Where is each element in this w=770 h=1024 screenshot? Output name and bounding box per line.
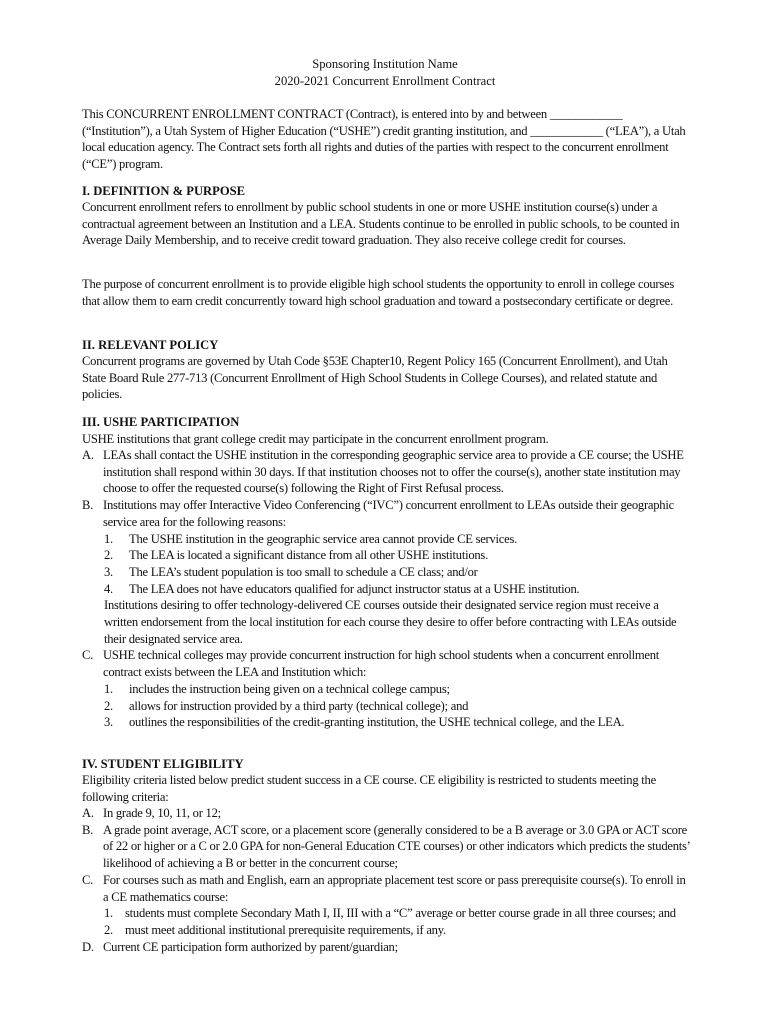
item-text: A grade point average, ACT score, or a placement score (generally considered to be a B average or 3.0 GPA or ACT score of 22 or higher or a C or 2.0 GPA for non-General Education CTE courses) or other indicators which predicts the students’ likelihood of achieving a B or better in the concurrent course; [103, 822, 690, 871]
item-label: 1. [104, 681, 113, 696]
list-item [104, 564, 692, 581]
item-label: A. [82, 806, 94, 820]
list-item [104, 581, 692, 598]
item-label: B. [82, 822, 94, 837]
section-1-paragraph-1: Concurrent enrollment refers to enrollment by public school students in one or more USHE institution course(s) under a contractual agreement between an Institution and a LEA. Students continue to be enrolled in public schools, to be counted in Average Daily Membership, and to receive credit toward graduation. They also receive college credit for courses. [82, 200, 680, 248]
list-item [104, 531, 692, 548]
item-text: must meet additional institutional prerequisite requirements, if any. [125, 922, 446, 937]
item-label: 2. [104, 922, 113, 937]
section-3-list [82, 447, 692, 731]
contract-title: 2020-2021 Concurrent Enrollment Contract [274, 73, 496, 88]
list-item-3a [82, 447, 692, 497]
item-text: The LEA’s student population is too small to schedule a CE class; and/or [129, 564, 478, 579]
item-text: students must complete Secondary Math I, II, III with a “C” average or better course grade in all three courses; and [125, 906, 676, 921]
sublist-4c [104, 905, 692, 938]
section-3-intro: USHE institutions that grant college credit may participate in the concurrent enrollment program. [82, 432, 549, 446]
intro-paragraph: This CONCURRENT ENROLLMENT CONTRACT (Contract), is entered into by and between ____________ (“Institution”), a Utah System of Higher Education (“USHE”) credit granting institution, and ____________ (“LEA”), a Utah local education agency. The Contract sets forth all rights and duties of the parties with respect to the concurrent enrollment (“CE”) program. [82, 107, 686, 172]
item-label: C. [82, 648, 94, 663]
list-item-4c [82, 872, 692, 905]
item-label: 4. [104, 581, 113, 596]
sublist-3c [104, 681, 692, 731]
item-text: Institutions may offer Interactive Video Conferencing (“IVC”) concurrent enrollment to LEAs outside their geographic service area for the following reasons: [103, 498, 674, 529]
item-label: D. [82, 939, 94, 954]
document-header [82, 56, 688, 89]
section-1-heading: I. DEFINITION & PURPOSE [82, 184, 246, 198]
item-label: B. [82, 498, 94, 513]
section-2-paragraph: Concurrent programs are governed by Utah Code §53E Chapter10, Regent Policy 165 (Concurrent Enrollment), and Utah State Board Rule 277-713 (Concurrent Enrollment of High School Students in College Courses), and related statute and policies. [82, 354, 668, 402]
section-4-heading: IV. STUDENT ELIGIBILITY [82, 757, 244, 771]
item-text: The LEA is located a significant distance from all other USHE institutions. [129, 548, 488, 563]
item-text: For courses such as math and English, earn an appropriate placement test score or pass prerequisite course(s). To enroll in a CE mathematics course: [103, 872, 686, 904]
list-item [104, 681, 692, 698]
list-item-3c [82, 647, 692, 680]
list-item-3b [82, 497, 692, 530]
section-2-heading: II. RELEVANT POLICY [82, 338, 219, 352]
item-label: 1. [104, 906, 113, 921]
item-label: 3. [104, 564, 113, 579]
item-text: LEAs shall contact the USHE institution in the corresponding geographic service area to provide a CE course; the USHE institution shall respond within 30 days. If that institution chooses not to offer the course(s), another state institution may choose to offer the requested course(s) following the Right of First Refusal process. [103, 448, 684, 496]
section-1-paragraph-2: The purpose of concurrent enrollment is to provide eligible high school students the opportunity to enroll in college courses that allow them to earn credit concurrently toward high school graduation and toward a postsecondary certificate or degree. [82, 277, 674, 308]
item-text: The USHE institution in the geographic service area cannot provide CE services. [129, 531, 518, 546]
section-4-list [82, 805, 692, 955]
section-3-heading: III. USHE PARTICIPATION [82, 415, 240, 429]
sublist-3b-note: Institutions desiring to offer technology-delivered CE courses outside their designated service region must receive a written endorsement from the local institution for each course they desire to offer before contracting with LEAs outside their designated service area. [104, 598, 677, 646]
section-4-intro: Eligibility criteria listed below predict student success in a CE course. CE eligibility is restricted to students meeting the following criteria: [82, 773, 656, 804]
item-text: outlines the responsibilities of the credit-granting institution, the USHE technical college, and the LEA. [129, 715, 625, 730]
item-text: Current CE participation form authorized by parent/guardian; [103, 939, 398, 954]
list-item-4d [82, 939, 692, 956]
item-label: C. [82, 872, 94, 887]
item-text: USHE technical colleges may provide concurrent instruction for high school students when a concurrent enrollment contract exists between the LEA and Institution which: [103, 648, 660, 680]
item-text: allows for instruction provided by a third party (technical college); and [129, 698, 469, 713]
item-text: includes the instruction being given on a technical college campus; [129, 681, 450, 696]
list-item [104, 922, 692, 939]
sponsoring-institution-line: Sponsoring Institution Name [312, 57, 458, 71]
item-label: A. [82, 448, 94, 462]
sublist-3b [104, 531, 692, 648]
item-text: In grade 9, 10, 11, or 12; [103, 806, 221, 820]
list-item-4a [82, 805, 692, 822]
item-label: 1. [104, 531, 113, 546]
item-text: The LEA does not have educators qualified for adjunct instructor status at a USHE institution. [129, 581, 580, 596]
item-label: 3. [104, 715, 113, 730]
list-item-4b [82, 822, 692, 872]
list-item [104, 547, 692, 564]
list-item [104, 905, 692, 922]
list-item [104, 714, 692, 731]
item-label: 2. [104, 548, 113, 563]
list-item [104, 698, 692, 715]
item-label: 2. [104, 698, 113, 713]
